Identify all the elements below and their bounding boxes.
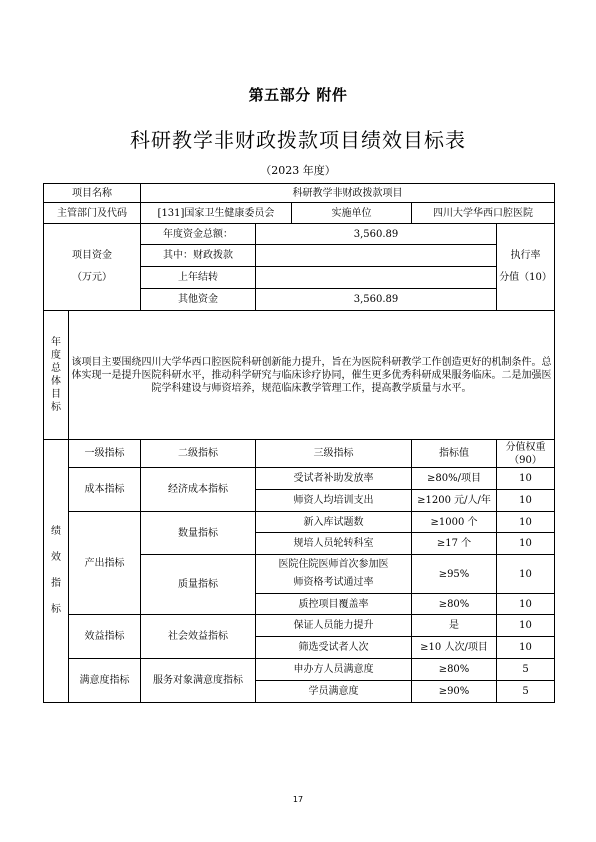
funds-total-label: 年度资金总额： — [141, 224, 256, 245]
project-name-label: 项目名称 — [44, 184, 141, 203]
objective-label-char: 目 — [51, 389, 61, 400]
project-name-value: 科研教学非财政拨款项目 — [141, 184, 555, 203]
project-name-row — [44, 184, 555, 203]
execution-rate-cell — [497, 224, 555, 311]
indicator-value: 是 — [412, 615, 497, 637]
department-value: [131]国家卫生健康委员会 — [141, 203, 292, 224]
indicator-name: 保证人员能力提升 — [256, 615, 412, 637]
indicator-weight: 10 — [497, 512, 555, 533]
indicator-weight: 10 — [497, 594, 555, 615]
indicator-weight: 10 — [497, 533, 555, 555]
funds-label — [44, 224, 141, 311]
indicator-name — [256, 555, 412, 594]
indicators-label-char: 标 — [51, 604, 61, 615]
indicator-name: 受试者补助发放率 — [256, 468, 412, 490]
indicator-header-row — [44, 440, 555, 468]
implementing-unit-label: 实施单位 — [292, 203, 412, 224]
funds-label-line2: （万元） — [72, 272, 112, 283]
funds-fiscal-label: 其中：财政拨款 — [141, 245, 256, 267]
indicator-name: 规培人员轮转科室 — [256, 533, 412, 555]
indicators-label — [44, 440, 69, 703]
department-row — [44, 203, 555, 224]
objective-row — [44, 311, 555, 440]
table-row — [44, 615, 555, 637]
table-title: 科研教学非财政拨款项目绩效目标表 — [130, 128, 466, 152]
objective-label-char: 体 — [51, 376, 61, 387]
objective-label-char: 度 — [51, 350, 61, 361]
cost-level2: 经济成本指标 — [141, 468, 256, 512]
indicator-weight: 5 — [497, 659, 555, 681]
header-level3: 三级指标 — [256, 440, 412, 468]
implementing-unit-value: 四川大学华西口腔医院 — [412, 203, 555, 224]
performance-target-table — [43, 183, 555, 703]
objective-label-char: 年 — [51, 337, 61, 348]
funds-carryover-value — [256, 267, 497, 289]
funds-total-value: 3,560.89 — [256, 224, 497, 245]
indicator-value: ≥80% — [412, 659, 497, 681]
indicator-value: ≥10 人次/项目 — [412, 637, 497, 659]
funds-other-value: 3,560.89 — [256, 289, 497, 311]
header-weight-line2: （90） — [509, 454, 542, 466]
department-label: 主管部门及代码 — [44, 203, 141, 224]
header-level2: 二级指标 — [141, 440, 256, 468]
header-weight — [497, 440, 555, 468]
header-weight-line1: 分值权重 — [505, 441, 546, 453]
indicator-name: 申办方人员满意度 — [256, 659, 412, 681]
indicator-name: 师资人均培训支出 — [256, 490, 412, 512]
table-row — [44, 659, 555, 681]
indicator-value: ≥90% — [412, 681, 497, 703]
satisfaction-level1: 满意度指标 — [69, 659, 141, 703]
indicator-name: 新入库试题数 — [256, 512, 412, 533]
indicator-weight: 10 — [497, 555, 555, 594]
header-value: 指标值 — [412, 440, 497, 468]
part-heading: 第五部分 附件 — [248, 86, 348, 104]
objective-label-char: 标 — [51, 402, 61, 413]
page-number: 17 — [292, 795, 304, 804]
indicator-weight: 10 — [497, 490, 555, 512]
indicator-name: 筛选受试者人次 — [256, 637, 412, 659]
funds-other-label: 其他资金 — [141, 289, 256, 311]
indicator-value: ≥1200 元/人/年 — [412, 490, 497, 512]
funds-total-row — [44, 224, 555, 245]
table-row — [44, 468, 555, 490]
indicator-name-line2: 师资格考试通过率 — [293, 577, 374, 588]
indicator-value: ≥95% — [412, 555, 497, 594]
objective-label — [44, 311, 69, 440]
benefit-level2: 社会效益指标 — [141, 615, 256, 659]
indicator-value: ≥80%/项目 — [412, 468, 497, 490]
indicator-name: 质控项目覆盖率 — [256, 594, 412, 615]
objective-label-char: 总 — [51, 363, 61, 374]
funds-fiscal-value — [256, 245, 497, 267]
indicator-weight: 5 — [497, 681, 555, 703]
output-quantity-level2: 数量指标 — [141, 512, 256, 555]
objective-text: 该项目主要围绕四川大学华西口腔医院科研创新能力提升，旨在为医院科研教学工作创造更好的机制条件。总体实现一是提升医院科研水平，推动科学研究与临床诊疗协同，催生更多优秀科研成果服务临床。二是加强医院学科建设与师资培养，规范临床教学管理工作，提高教学质量与水平。 — [69, 311, 555, 440]
indicator-weight: 10 — [497, 468, 555, 490]
execution-rate-label: 执行率 — [510, 250, 541, 261]
funds-carryover-label: 上年结转 — [141, 267, 256, 289]
benefit-level1: 效益指标 — [69, 615, 141, 659]
indicator-name: 学员满意度 — [256, 681, 412, 703]
funds-label-line1: 项目资金 — [72, 250, 112, 261]
output-quality-level2: 质量指标 — [141, 555, 256, 615]
indicator-value: ≥80% — [412, 594, 497, 615]
cost-level1: 成本指标 — [69, 468, 141, 512]
indicators-label-char: 效 — [51, 552, 61, 563]
indicator-weight: 10 — [497, 615, 555, 637]
execution-rate-score: 分值（10） — [499, 272, 552, 283]
year-label: （2023 年度） — [260, 164, 336, 177]
indicators-label-char: 绩 — [51, 526, 61, 537]
indicator-value: ≥1000 个 — [412, 512, 497, 533]
indicator-name-line1: 医院住院医师首次参加医 — [278, 559, 389, 570]
output-level1: 产出指标 — [69, 512, 141, 615]
indicator-weight: 10 — [497, 637, 555, 659]
satisfaction-level2: 服务对象满意度指标 — [141, 659, 256, 703]
header-level1: 一级指标 — [69, 440, 141, 468]
indicators-label-char: 指 — [51, 578, 61, 589]
table-row — [44, 512, 555, 533]
indicator-value: ≥17 个 — [412, 533, 497, 555]
